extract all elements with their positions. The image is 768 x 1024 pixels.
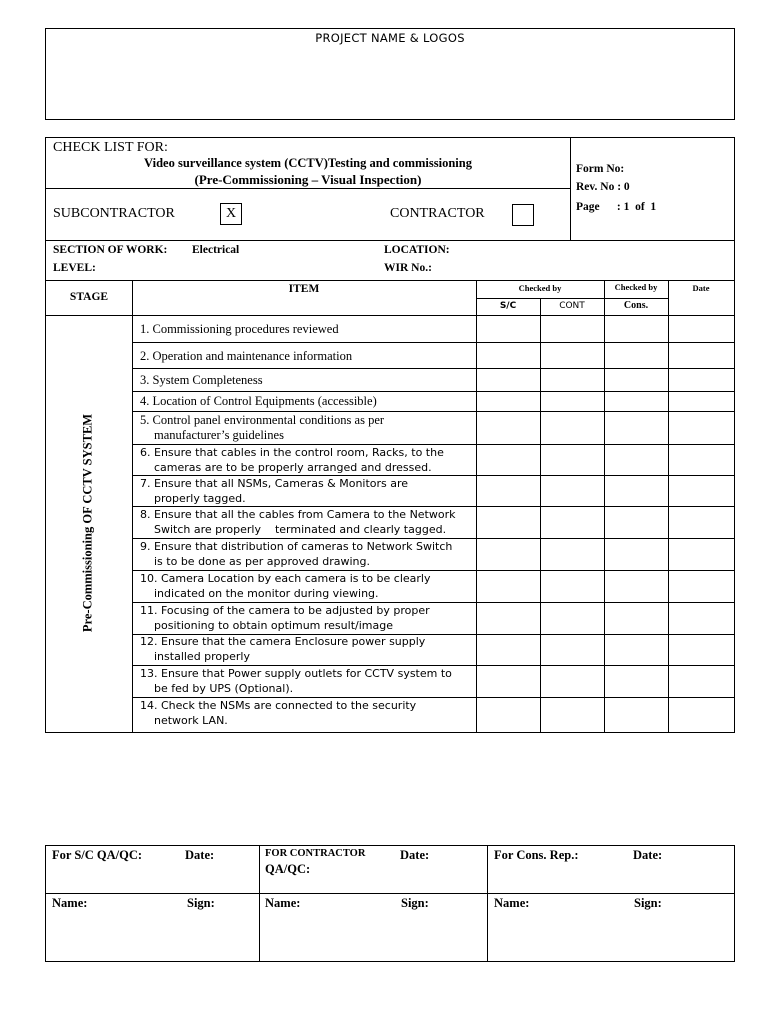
name-label: Name: <box>52 896 88 910</box>
date-header: Date <box>692 283 710 293</box>
divider <box>46 893 734 894</box>
level-label: LEVEL: <box>53 262 96 274</box>
divider <box>604 280 605 732</box>
row-line <box>132 342 734 343</box>
checklist-form <box>45 137 735 733</box>
section-value: Electrical <box>192 244 240 256</box>
sign-label: Sign: <box>401 896 429 910</box>
divider <box>487 846 488 961</box>
list-item: 4. Location of Control Equipments (accessible) <box>140 394 377 408</box>
system-title: Video surveillance system (CCTV)Testing and commissioning <box>144 156 472 170</box>
name-label: Name: <box>265 896 301 910</box>
divider <box>132 280 133 732</box>
wir-label: WIR No.: <box>384 262 432 274</box>
checked-by-header: Checked by <box>614 282 658 292</box>
divider <box>668 280 669 732</box>
list-item: 7. Ensure that all NSMs, Cameras & Monitors are properly tagged. <box>140 477 409 505</box>
list-item: 12. Ensure that the camera Enclosure power supply installed properly <box>140 635 426 663</box>
date-label: Date: <box>185 848 215 862</box>
date-label: Date: <box>633 848 663 862</box>
contractor-label: CONTRACTOR <box>390 206 485 221</box>
list-item: 1. Commissioning procedures reviewed <box>140 322 339 336</box>
contractor-qaqc-label: FOR CONTRACTOR <box>265 848 366 859</box>
phase-title: (Pre-Commissioning – Visual Inspection) <box>194 172 422 187</box>
divider <box>540 298 541 732</box>
divider <box>46 315 734 316</box>
project-title: PROJECT NAME & LOGOS <box>315 31 465 45</box>
page-count: Page : 1 of 1 <box>576 201 657 213</box>
signoff-table <box>45 845 735 962</box>
form-no: Form No: <box>576 163 625 175</box>
location-label: LOCATION: <box>384 244 450 256</box>
item-header: ITEM <box>288 283 320 295</box>
list-item: 11. Focusing of the camera to be adjusted by proper positioning to obtain optimum result/image <box>140 604 430 632</box>
list-item: 9. Ensure that distribution of cameras to Network Switch is to be done as per approved drawing. <box>140 540 453 568</box>
name-label: Name: <box>494 896 530 910</box>
date-label: Date: <box>400 848 430 862</box>
stage-label: Pre-Commissioning OF CCTV SYSTEM <box>80 413 95 633</box>
list-item: 14. Check the NSMs are connected to the security network LAN. <box>140 699 417 727</box>
list-item: 6. Ensure that cables in the control room, Racks, to the cameras are to be properly arranged and dressed. <box>140 446 444 474</box>
row-line <box>132 368 734 369</box>
cons-rep-label: For Cons. Rep.: <box>494 848 579 862</box>
sc-header: S/C <box>499 301 517 311</box>
project-header-box <box>45 28 735 120</box>
row-line <box>132 391 734 392</box>
row-line <box>132 411 734 412</box>
checked-by-header: Checked by <box>518 283 562 293</box>
cons-header: Cons. <box>623 300 649 311</box>
list-item: 10. Camera Location by each camera is to be clearly indicated on the monitor during viewing. <box>140 572 431 600</box>
divider <box>570 138 571 241</box>
section-label: SECTION OF WORK: <box>53 244 168 256</box>
stage-header: STAGE <box>69 291 109 303</box>
subcontractor-label: SUBCONTRACTOR <box>53 206 175 221</box>
divider <box>46 188 570 189</box>
list-item: 8. Ensure that all the cables from Camera to the Network Switch are properly terminated and clearly tagged. <box>140 508 456 536</box>
rev-no: Rev. No : 0 <box>576 181 630 193</box>
contractor-qaqc-label: QA/QC: <box>265 862 311 876</box>
contractor-checkbox[interactable] <box>512 204 534 226</box>
list-item: 3. System Completeness <box>140 373 263 387</box>
sign-label: Sign: <box>187 896 215 910</box>
subcontractor-checkbox[interactable]: X <box>220 203 242 225</box>
sign-label: Sign: <box>634 896 662 910</box>
checklist-label: CHECK LIST FOR: <box>53 140 168 155</box>
divider <box>476 280 477 732</box>
cont-header: CONT <box>559 301 585 311</box>
divider <box>259 846 260 961</box>
sc-qaqc-label: For S/C QA/QC: <box>52 848 143 862</box>
list-item: 5. Control panel environmental conditions as per manufacturer’s guidelines <box>140 413 385 442</box>
list-item: 2. Operation and maintenance information <box>140 349 353 363</box>
divider <box>476 298 668 299</box>
divider <box>46 280 734 281</box>
list-item: 13. Ensure that Power supply outlets for CCTV system to be fed by UPS (Optional). <box>140 667 452 695</box>
divider <box>46 240 734 241</box>
